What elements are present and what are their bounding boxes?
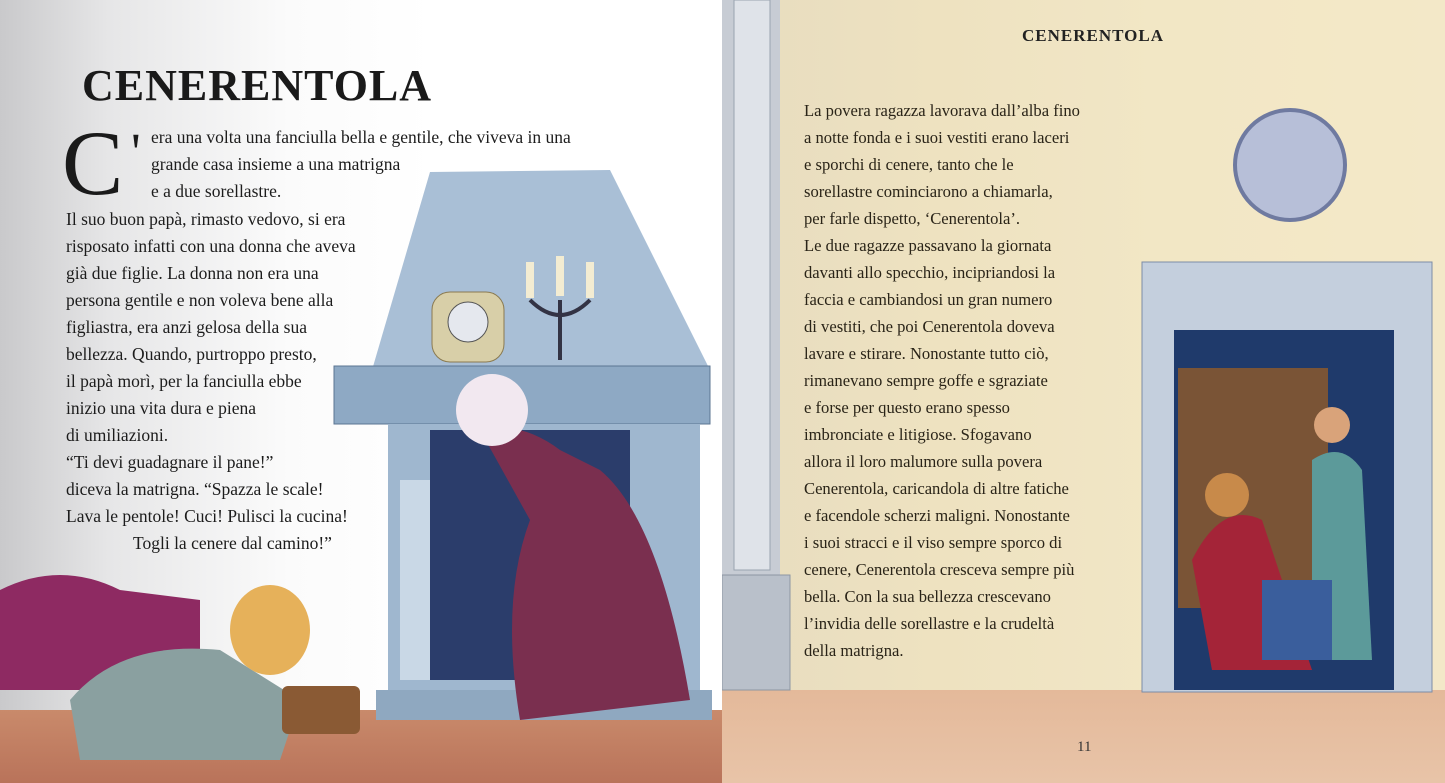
- text-line: allora il loro malumore sulla povera: [804, 452, 1043, 471]
- text-line: e facendole scherzi maligni. Nonostante: [804, 506, 1070, 525]
- text-line: già due figlie. La donna non era una: [66, 263, 319, 283]
- text-line: era una volta una fanciulla bella e gentile, che viveva in una: [151, 127, 571, 147]
- text-line: diceva la matrigna. “Spazza le scale!: [66, 479, 324, 499]
- page-number: 11: [1077, 739, 1092, 755]
- drop-cap: C: [62, 112, 124, 214]
- text-line: imbronciate e litigiose. Sfogavano: [804, 425, 1032, 444]
- text-line: Il suo buon papà, rimasto vedovo, si era: [66, 209, 346, 229]
- text-line: grande casa insieme a una matrigna: [151, 154, 401, 174]
- text-line: bellezza. Quando, purtroppo presto,: [66, 344, 317, 364]
- text-line: davanti allo specchio, incipriandosi la: [804, 263, 1056, 282]
- drop-cap-apostrophe: ': [131, 122, 141, 182]
- text-line: cenere, Cenerentola cresceva sempre più: [804, 560, 1075, 579]
- text-line: i suoi stracci e il viso sempre sporco di: [804, 533, 1063, 552]
- intro-lines: [151, 124, 571, 205]
- text-line: risposato infatti con una donna che aveva: [66, 236, 356, 256]
- text-line: di vestiti, che poi Cenerentola doveva: [804, 317, 1055, 336]
- text-line: inizio una vita dura e piena: [66, 398, 256, 418]
- text-line: a notte fonda e i suoi vestiti erano laceri: [804, 128, 1070, 147]
- running-header: CENERENTOLA: [1022, 26, 1164, 45]
- text-line: La povera ragazza lavorava dall’alba fino: [804, 101, 1080, 120]
- left-page: [0, 0, 722, 783]
- text-line: e sporchi di cenere, tanto che le: [804, 155, 1014, 174]
- text-line: di umiliazioni.: [66, 425, 169, 445]
- text-line: rimanevano sempre goffe e sgraziate: [804, 371, 1048, 390]
- text-line: Le due ragazze passavano la giornata: [804, 236, 1052, 255]
- text-line: della matrigna.: [804, 641, 904, 660]
- text-line: il papà morì, per la fanciulla ebbe: [66, 371, 302, 391]
- text-line: e forse per questo erano spesso: [804, 398, 1010, 417]
- text-line: l’invidia delle sorellastre e la crudeltà: [804, 614, 1055, 633]
- body-text: [804, 97, 1080, 664]
- text-line: figliastra, era anzi gelosa della sua: [66, 317, 308, 337]
- text-line: Lava le pentole! Cuci! Pulisci la cucina!: [66, 506, 348, 526]
- text-line: bella. Con la sua bellezza crescevano: [804, 587, 1051, 606]
- text-line: faccia e cambiandosi un gran numero: [804, 290, 1053, 309]
- text-line: persona gentile e non voleva bene alla: [66, 290, 334, 310]
- text-line: lavare e stirare. Nonostante tutto ciò,: [804, 344, 1049, 363]
- text-line: Togli la cenere dal camino!”: [133, 533, 332, 553]
- story-title: CENERENTOLA: [82, 61, 433, 110]
- text-line: Cenerentola, caricandola di altre fatiche: [804, 479, 1069, 498]
- body-text: [66, 206, 356, 557]
- right-page: [722, 0, 1445, 783]
- text-line: sorellastre cominciarono a chiamarla,: [804, 182, 1053, 201]
- text-line: e a due sorellastre.: [151, 181, 282, 201]
- text-line: per farle dispetto, ‘Cenerentola’.: [804, 209, 1021, 228]
- text-line: “Ti devi guadagnare il pane!”: [66, 452, 274, 472]
